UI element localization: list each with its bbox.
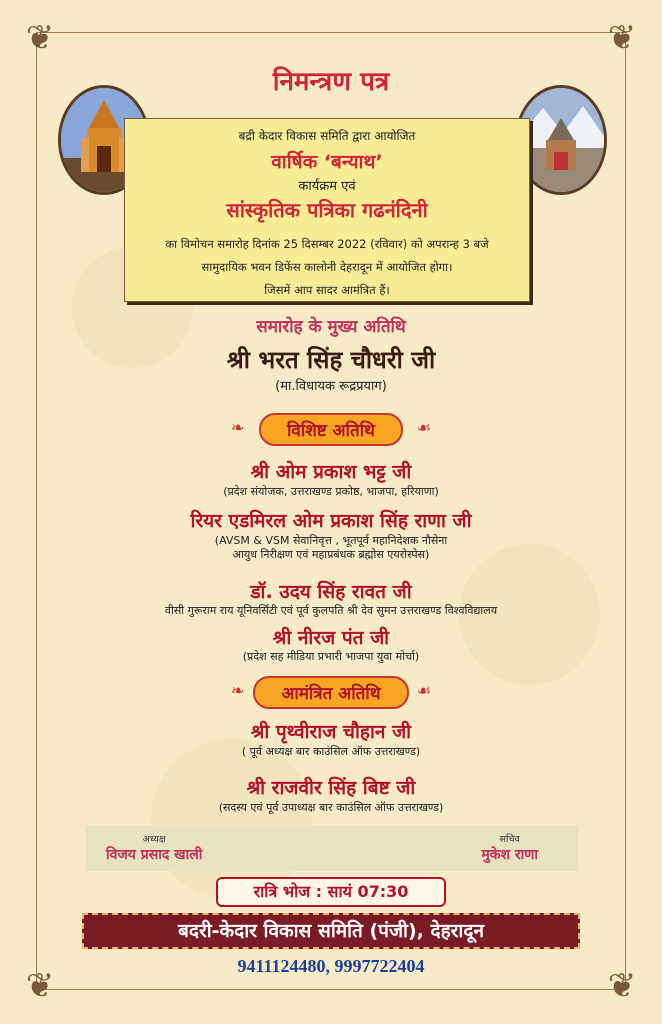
flourish-icon: ❧	[231, 681, 245, 700]
special-guest-desc: (प्रदेश संयोजक, उत्तराखण्ड प्रकोष्ठ, भाजपा, हरियाणा)	[223, 485, 439, 498]
event-name: वार्षिक ‘बन्याथ’	[271, 151, 383, 173]
organizer-line: बद्री केदार विकास समिति द्वारा आयोजित	[238, 129, 416, 143]
dinner-time: रात्रि भोज : सायं 07:30	[216, 877, 446, 907]
special-guest-name: डॉ. उदय सिंह रावत जी	[250, 581, 412, 603]
corner-ornament-icon: ❦	[25, 18, 55, 58]
organization-bar: बदरी-केदार विकास समिति (पंजी), देहरादून	[82, 913, 580, 949]
signatory-role: अध्यक्ष	[142, 834, 166, 845]
chief-guest-heading: समारोह के मुख्य अतिथि	[256, 317, 406, 337]
special-guest-name: रियर एडमिरल ओम प्रकाश सिंह राणा जी	[190, 510, 472, 532]
signatory-left	[106, 832, 202, 864]
special-guests-banner	[231, 412, 431, 444]
special-guest-name: श्री नीरज पंत जी	[272, 627, 390, 649]
signatory-name: विजय प्रसाद खाली	[106, 847, 203, 863]
page-title: निमन्त्रण पत्र	[272, 67, 390, 97]
special-guest-desc-2: आयुध निरीक्षण एवं महाप्रबंधक ब्रह्मोस एयरोस्पेस)	[232, 548, 430, 561]
special-guest-desc: वीसी गुरूराम राय यूनिवर्सिटी एवं पूर्व कुलपति श्री देव सुमन उत्तराखण्ड विश्वविद्यालय	[164, 604, 498, 617]
signatory-right	[481, 832, 538, 864]
details-line-1: का विमोचन समारोह दिनांक 25 दिसम्बर 2022 (रविवार) को अपरान्ह 3 बजे	[165, 237, 489, 251]
phone-numbers: 9411124480, 9997722404	[237, 956, 425, 976]
flourish-icon: ☙	[416, 418, 431, 437]
signatories-box	[86, 826, 578, 871]
chief-guest-name: श्री भरत सिंह चौधरी जी	[226, 346, 436, 374]
corner-ornament-icon: ❦	[25, 966, 55, 1006]
flourish-icon: ☙	[416, 681, 431, 700]
details-line-2: सामुदायिक भवन डिफेंस कालोनी देहरादून में आयोजित होगा।	[201, 260, 453, 274]
invited-guest-name: श्री पृथ्वीराज चौहान जी	[250, 721, 412, 743]
invited-guests-banner	[231, 675, 431, 707]
special-guests-heading: विशिष्ट अतिथि	[259, 413, 403, 446]
special-guest-desc: (AVSM & VSM सेवानिवृत्त , भूतपूर्व महानिदेशक नौसेना	[214, 534, 448, 547]
special-guest-name: श्री ओम प्रकाश भट्ट जी	[250, 461, 412, 483]
invited-guests-heading: आमंत्रित अतिथि	[253, 676, 408, 709]
flourish-icon: ❧	[231, 418, 245, 437]
invited-guest-desc: ( पूर्व अध्यक्ष बार काउंसिल ऑफ उत्तराखण्ड)	[241, 745, 421, 758]
chief-guest-desc: (मा.विधायक रूद्रप्रयाग)	[275, 379, 387, 394]
details-line-3: जिसमें आप सादर आमंत्रित हैं।	[264, 283, 390, 297]
corner-ornament-icon: ❦	[607, 18, 637, 58]
invited-guest-desc: (सदस्य एवं पूर्व उपाध्यक्ष बार काउंसिल ऑफ उत्तराखण्ड)	[218, 801, 444, 814]
corner-ornament-icon: ❦	[607, 966, 637, 1006]
invited-guest-name: श्री राजवीर सिंह बिष्ट जी	[246, 777, 416, 799]
magazine-name: सांस्कृतिक पत्रिका गढनंदिनी	[226, 198, 428, 222]
signatory-name: मुकेश राणा	[481, 847, 538, 863]
signatory-role: सचिव	[499, 834, 520, 845]
event-sub: कार्यक्रम एवं	[298, 179, 356, 194]
special-guest-desc: (प्रदेश सह मीडिया प्रभारी भाजपा युवा मोर्चा)	[242, 650, 420, 663]
invitation-details-box	[124, 118, 530, 302]
